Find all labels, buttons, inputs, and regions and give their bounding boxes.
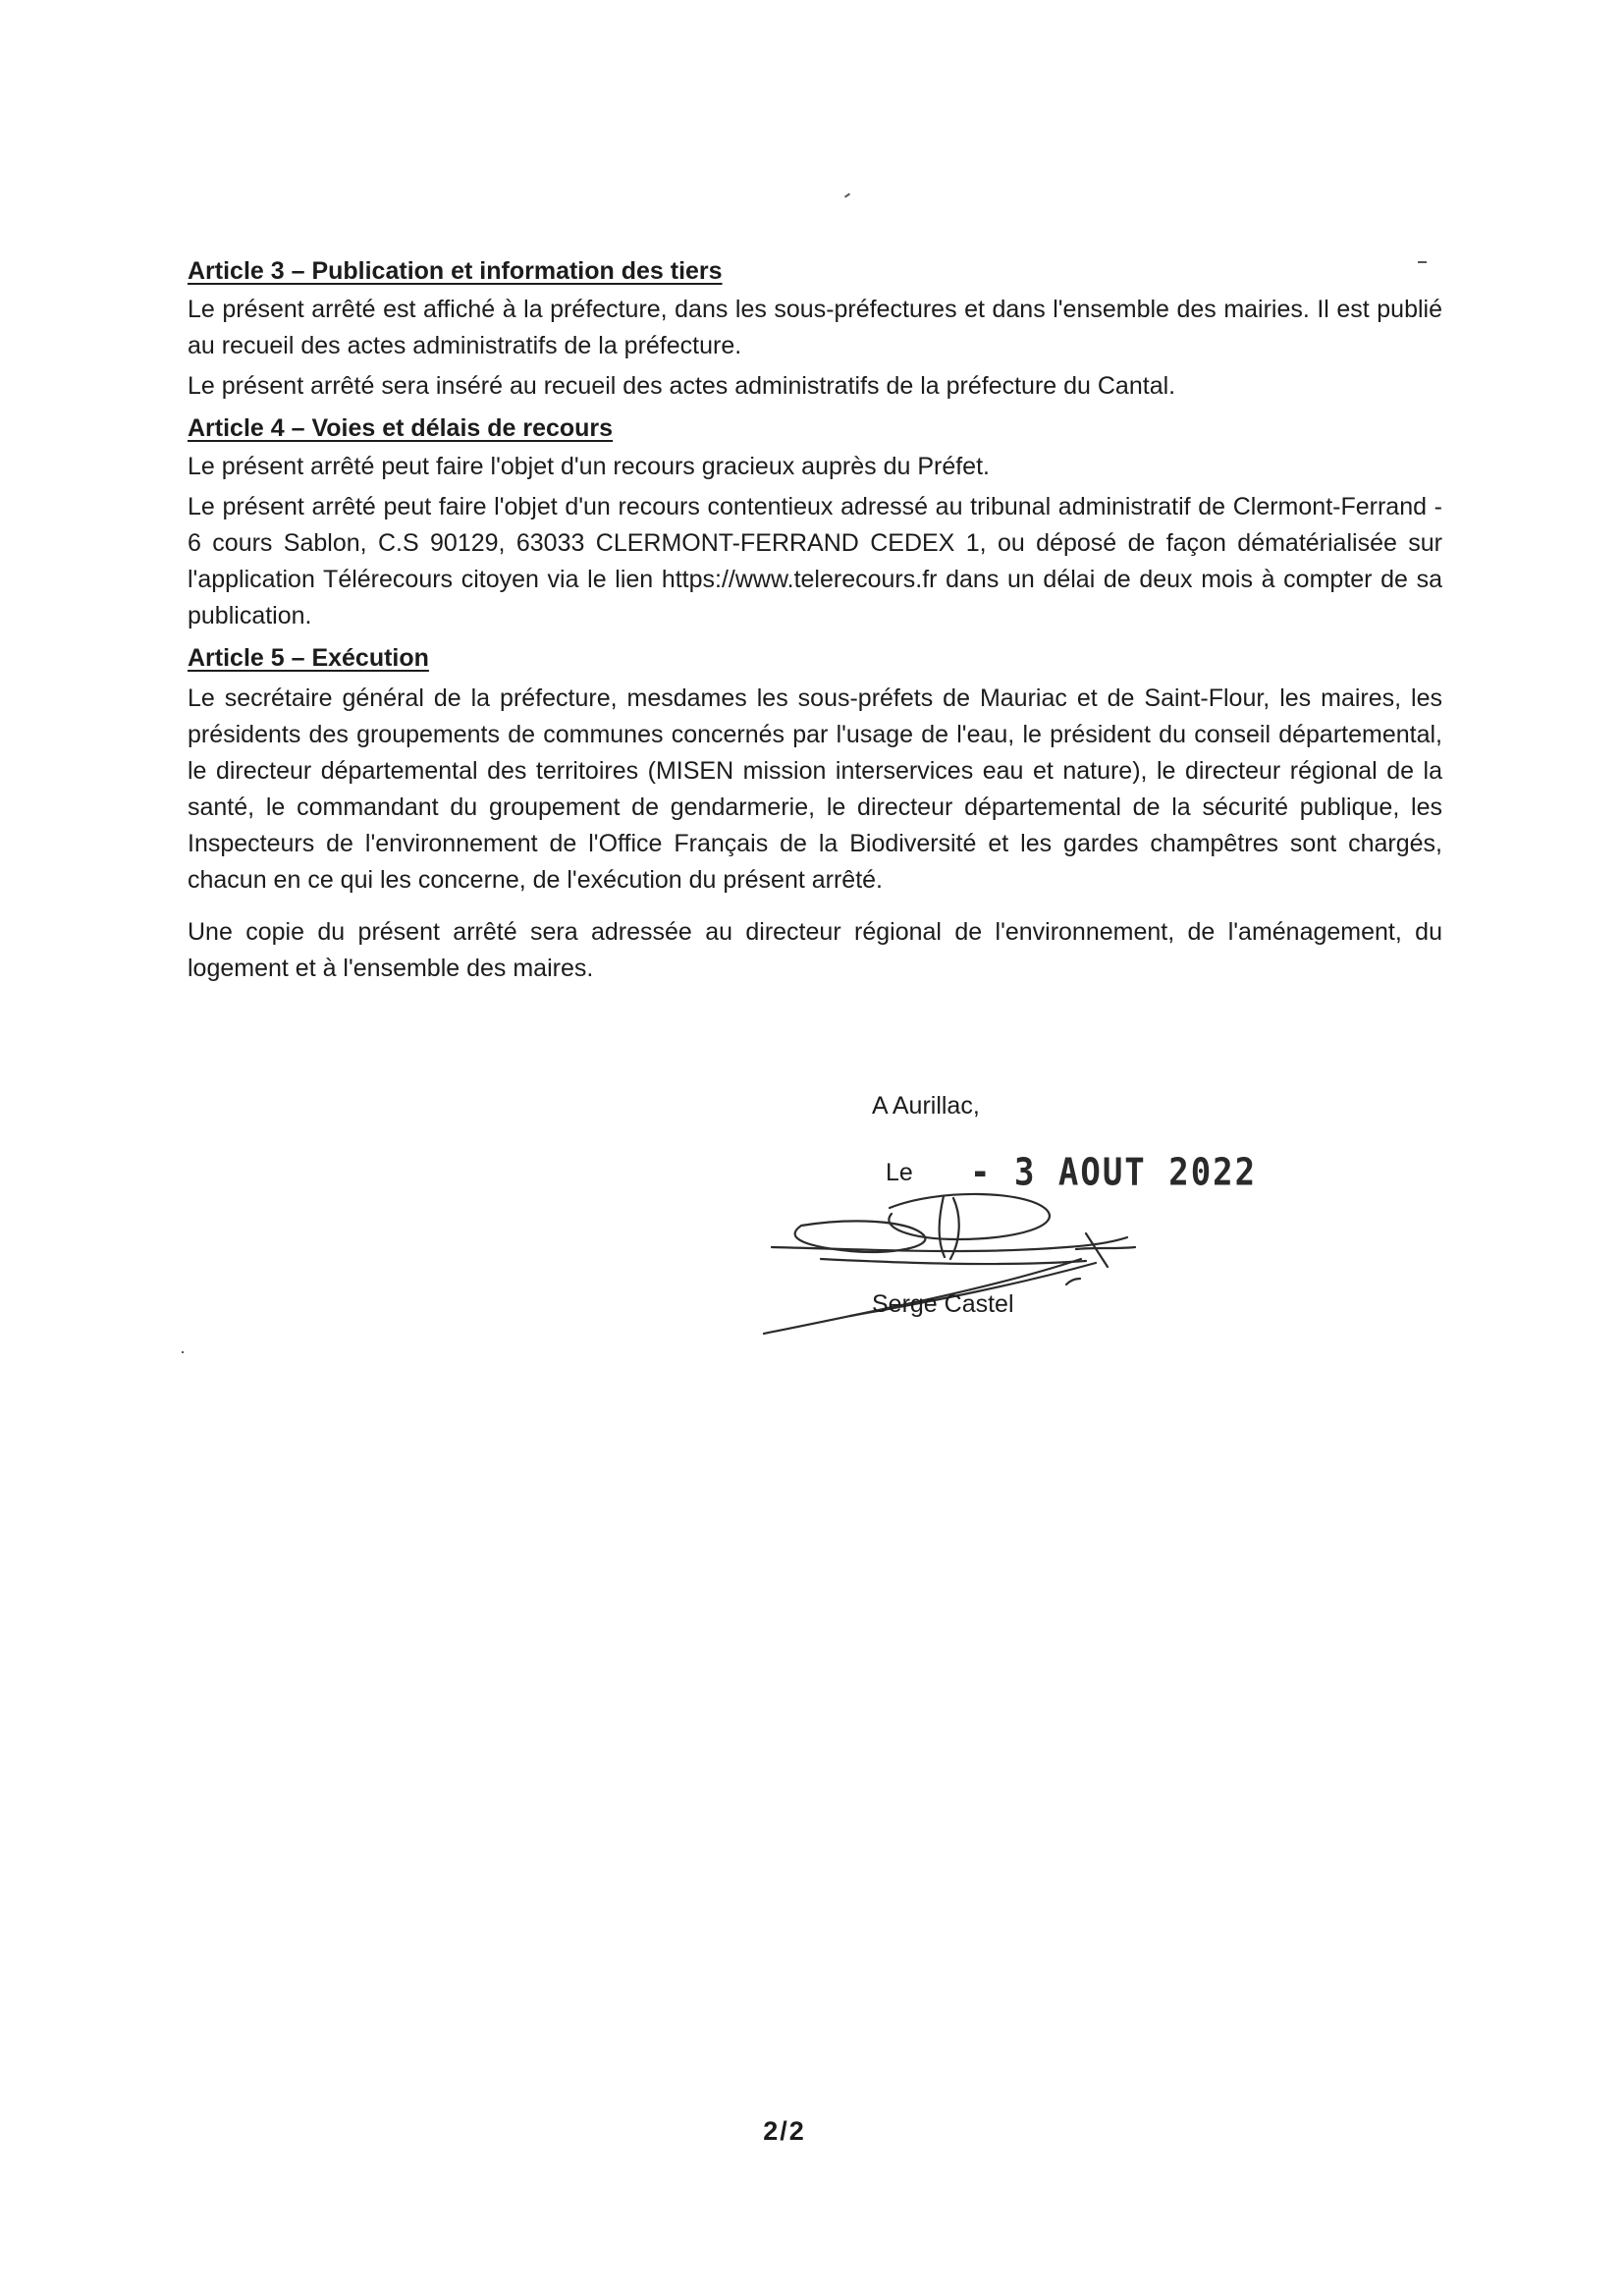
article-3-heading: Article 3 – Publication et information des tiers	[188, 257, 723, 285]
handwritten-signature	[742, 1178, 1194, 1355]
article-5-section	[188, 640, 1442, 987]
page-number: 2/2	[763, 2116, 806, 2146]
article-3-section	[188, 253, 1442, 405]
article-5-paragraph-1: Le secrétaire général de la préfecture, mesdames les sous-préfets de Mauriac et de Saint-Flour, les maires, les présidents des groupements de communes concernés par l'usage de l'eau, le président du conseil départemental, le directeur départemental des territoires (MISEN mission interservices eau et nature), le directeur régional de la santé, le commandant du groupement de gendarmerie, le directeur départemental de la sécurité publique, les Inspecteurs de l'environnement de l'Office Français de la Biodiversité et les gardes champêtres sont chargés, chacun en ce qui les concerne, de l'exécution du présent arrêté.	[188, 684, 1442, 894]
signature-date-prefix: Le	[886, 1159, 913, 1186]
date-stamp: - 3 AOUT 2022	[970, 1150, 1258, 1195]
article-4-paragraph-1: Le présent arrêté peut faire l'objet d'un recours gracieux auprès du Préfet.	[188, 453, 990, 480]
article-4-section	[188, 410, 1442, 634]
document-body	[188, 253, 1442, 993]
article-5-paragraph-2: Une copie du présent arrêté sera adressée au directeur régional de l'environnement, de l'aménagement, du logement et à l'ensemble des maires.	[188, 918, 1442, 982]
article-4-heading: Article 4 – Voies et délais de recours	[188, 414, 614, 442]
signature-block	[872, 1088, 1284, 1343]
article-5-heading: Article 5 – Exécution	[188, 644, 429, 672]
signature-place: A Aurillac,	[872, 1092, 980, 1120]
article-3-paragraph-2: Le présent arrêté sera inséré au recueil des actes administratifs de la préfecture du Cantal.	[188, 372, 1176, 400]
article-4-paragraph-2: Le présent arrêté peut faire l'objet d'un recours contentieux adressé au tribunal administratif de Clermont-Ferrand - 6 cours Sablon, C.S 90129, 63033 CLERMONT-FERRAND CEDEX 1, ou déposé de façon dématérialisée sur l'application Télérecours citoyen via le lien https://www.telerecours.fr dans un délai de deux mois à compter de sa publication.	[188, 493, 1442, 629]
scan-speck	[182, 1351, 184, 1353]
scan-speck	[844, 192, 850, 197]
signer-name: Serge Castel	[872, 1290, 1014, 1318]
article-3-paragraph-1: Le présent arrêté est affiché à la préfecture, dans les sous-préfectures et dans l'ensemble des mairies. Il est publié au recueil des actes administratifs de la préfecture.	[188, 296, 1442, 359]
